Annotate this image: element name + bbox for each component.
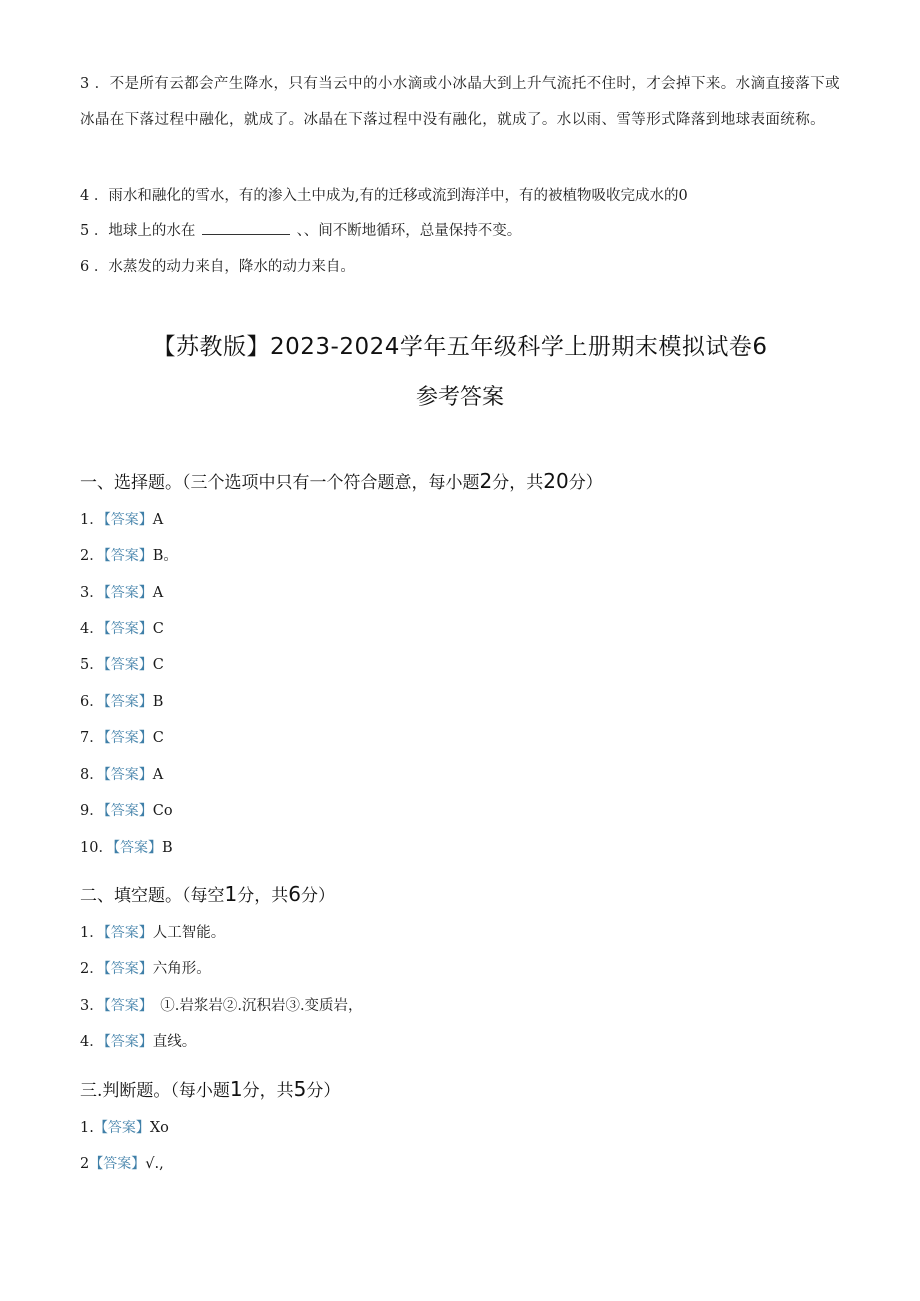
answer-row (80, 765, 163, 785)
total-value: 20 (543, 469, 569, 493)
answer-value: C (152, 730, 164, 746)
answer-row (80, 923, 225, 943)
question-number: 5 (80, 223, 90, 239)
answer-sep: ． (89, 1034, 104, 1050)
answer-sep: ． (89, 512, 104, 528)
question-5 (80, 221, 521, 241)
question-number: 6 (80, 259, 90, 275)
total-value: 6 (288, 882, 301, 906)
answer-tag: 【答案】 (103, 512, 153, 528)
question-text: ．雨水和融化的雪水，有的渗入土中成为,有的迁移或流到海洋中，有的被植物吸收完成水的0 (93, 188, 688, 204)
question-text: ．水蒸发的动力来自，降水的动力来自。 (93, 259, 355, 275)
document-subtitle: 参考答案 (415, 385, 504, 410)
answer-row (80, 692, 163, 712)
question-text-before: ．地球上的水在 (93, 223, 196, 239)
answer-number: 1 (80, 925, 90, 941)
question-6 (80, 257, 355, 277)
answer-value: C (152, 621, 164, 637)
answer-number: 2 (80, 548, 90, 564)
answer-number: 7 (80, 730, 90, 746)
answer-number: 4 (80, 1034, 90, 1050)
heading-text: 分，共 (242, 1081, 294, 1101)
points-value: 1 (224, 882, 238, 906)
answer-row (80, 510, 163, 530)
answer-tag: 【答案】 (103, 925, 153, 941)
answer-tag: 【答案】 (103, 767, 153, 783)
answer-number: 3 (80, 998, 90, 1014)
answer-value: B。 (152, 548, 178, 564)
answer-value: Xo (149, 1120, 169, 1136)
section-1-heading (80, 469, 603, 495)
question-text-after: 、、间不断地循环，总量保持不变。 (296, 223, 522, 239)
answer-number: 10 (80, 840, 99, 856)
answer-value: 六角形。 (152, 961, 211, 977)
question-text: ．不是所有云都会产生降水，只有当云中的小水滴或小冰晶大到上升气流托不住时，才会掉下来。水滴直接落下或冰晶在下落过程中融化，就成了。冰晶在下落过程中没有融化，就成了。水以雨、雪等形式降落到地球表面统称。 (80, 76, 841, 128)
points-value: 1 (229, 1077, 243, 1101)
answer-tag: 【答案】 (103, 621, 153, 637)
answer-number: 3 (80, 585, 90, 601)
answer-sep: ． (89, 961, 104, 977)
answer-tag: 【答案】 (103, 998, 146, 1014)
answer-row (80, 801, 173, 821)
answer-row (80, 996, 363, 1016)
answer-sep: ． (89, 925, 104, 941)
answer-number: 9 (80, 803, 90, 819)
answer-number: 6 (80, 694, 90, 710)
answer-tag: 【答案】 (93, 1120, 150, 1136)
answer-number: 2 (80, 1156, 90, 1172)
answer-number: 8 (80, 767, 90, 783)
heading-text: 分，共 (237, 886, 289, 906)
heading-text: 分） (568, 473, 603, 493)
answer-sep: ． (89, 767, 104, 783)
answer-value: A (152, 767, 164, 783)
answer-tag: 【答案】 (89, 1156, 146, 1172)
answer-value: √., (145, 1156, 164, 1172)
answer-row (80, 1032, 196, 1052)
answer-value: B (152, 694, 164, 710)
answer-value: C (152, 657, 164, 673)
section-2-heading (80, 882, 335, 908)
answer-value: A (152, 512, 164, 528)
answer-sep: ． (89, 730, 104, 746)
answer-tag: 【答案】 (103, 548, 153, 564)
answer-number: 1. (80, 1120, 94, 1136)
answer-sep: ． (89, 803, 104, 819)
answer-value: 直线。 (152, 1034, 197, 1050)
answer-tag: 【答案】 (103, 585, 153, 601)
answer-row (80, 838, 173, 858)
question-4 (80, 186, 688, 206)
answer-tag: 【答案】 (103, 694, 153, 710)
answer-sep: ． (89, 694, 104, 710)
answer-row (80, 655, 164, 675)
answer-value: ①.岩浆岩②.沉积岩③.变质岩， (145, 998, 363, 1014)
answer-value: A (152, 585, 164, 601)
answer-tag: 【答案】 (112, 840, 162, 856)
answer-tag: 【答案】 (103, 961, 153, 977)
section-3-heading (80, 1077, 340, 1103)
answer-value: 人工智能。 (152, 925, 226, 941)
answer-value: B (161, 840, 173, 856)
answer-number: 5 (80, 657, 90, 673)
question-number: 3 (80, 76, 90, 92)
answer-sep: ． (89, 548, 104, 564)
answer-tag: 【答案】 (103, 1034, 153, 1050)
answer-row (80, 728, 164, 748)
answer-row (80, 619, 164, 639)
heading-text: 三.判断题。（每小题 (80, 1081, 230, 1101)
answer-sep: ． (98, 840, 113, 856)
answer-row (80, 1154, 164, 1174)
answer-tag: 【答案】 (103, 657, 153, 673)
answer-sep: ． (89, 585, 104, 601)
answer-tag: 【答案】 (103, 803, 153, 819)
question-number: 4 (80, 188, 90, 204)
answer-sep: ． (89, 657, 104, 673)
answer-row (80, 959, 211, 979)
answer-tag: 【答案】 (103, 730, 153, 746)
heading-text: 分） (306, 1081, 341, 1101)
answer-number: 4 (80, 621, 90, 637)
answer-sep: ． (89, 998, 104, 1014)
answer-sep: ． (89, 621, 104, 637)
answer-number: 1 (80, 512, 90, 528)
document-title: 【苏教版】2023-2024学年五年级科学上册期末模拟试卷6 (152, 334, 768, 360)
heading-text: 分，共 (492, 473, 544, 493)
total-value: 5 (293, 1077, 307, 1101)
answer-row (80, 1118, 169, 1138)
question-3 (80, 66, 840, 138)
answer-number: 2 (80, 961, 90, 977)
answer-row (80, 583, 163, 603)
heading-text: 分） (300, 886, 335, 906)
answer-value: Co (152, 803, 173, 819)
points-value: 2 (479, 469, 493, 493)
heading-text: 一、选择题。（三个选项中只有一个符合题意，每小题 (80, 473, 480, 493)
heading-text: 二、填空题。（每空 (80, 886, 225, 906)
answer-blank (202, 222, 290, 235)
answer-row (80, 546, 178, 566)
